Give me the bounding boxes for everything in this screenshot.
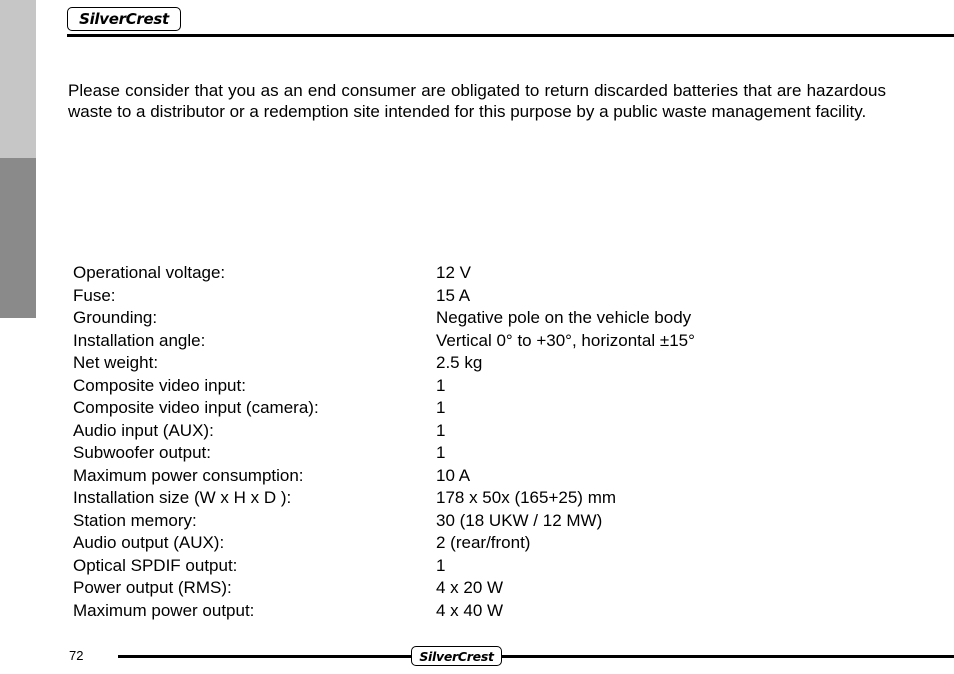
spec-row [73,532,833,555]
brand-logo-header: SilverCrest [67,7,181,31]
spec-row [73,330,833,353]
spec-value: 12 V [436,263,471,282]
spec-value: 2 (rear/front) [436,533,531,552]
spec-value: 178 x 50x (165+25) mm [436,488,617,507]
spec-row [73,555,833,578]
spec-value: 4 x 20 W [436,578,504,597]
spec-label: Optical SPDIF output: [73,555,238,575]
spec-value: 10 A [436,465,471,485]
spec-row [73,352,833,375]
spec-row [73,285,833,308]
specifications-table [73,262,833,622]
spec-value: 2.5 kg [436,353,483,372]
spec-row [73,510,833,533]
spec-label: Maximum power output: [73,600,255,620]
spec-label: Maximum power consumption: [73,465,304,485]
spec-label: Audio input (AUX): [73,420,214,440]
spec-label: Audio output (AUX): [73,533,225,552]
spec-value: 1 [436,375,446,395]
spec-row [73,420,833,443]
brand-logo-footer: SilverCrest [411,646,502,666]
spec-value: Negative pole on the vehicle body [436,308,692,327]
spec-label: Power output (RMS): [73,578,232,597]
spec-row [73,600,833,623]
spec-value: Vertical 0° to +30°, horizontal ±15° [436,330,695,350]
page-number: 72 [69,648,84,663]
spec-row [73,307,833,330]
spec-label: Operational voltage: [73,263,226,282]
spec-label: Composite video input (camera): [73,398,319,417]
spec-value: 1 [436,398,446,417]
side-tab-dark [0,158,36,318]
spec-value: 4 x 40 W [436,600,504,620]
spec-label: Fuse: [73,285,116,305]
spec-row [73,397,833,420]
spec-value: 15 A [436,285,471,305]
spec-row [73,465,833,488]
spec-value: 1 [436,555,446,575]
spec-value: 1 [436,443,446,462]
spec-row [73,487,833,510]
spec-label: Subwoofer output: [73,443,211,462]
footer-rule [118,655,954,658]
spec-label: Grounding: [73,308,158,327]
spec-label: Station memory: [73,510,197,530]
spec-label: Installation size (W x H x D ): [73,488,292,507]
spec-row [73,375,833,398]
spec-label: Composite video input: [73,375,246,395]
header-rule [67,34,954,37]
spec-label: Net weight: [73,353,159,372]
side-tab-light [0,0,36,158]
spec-value: 30 (18 UKW / 12 MW) [436,510,603,530]
spec-row [73,577,833,600]
spec-value: 1 [436,420,446,440]
spec-label: Installation angle: [73,330,206,350]
spec-row [73,262,833,285]
battery-disposal-notice: Please consider that you as an end consumer are obligated to return discarded batteries that are hazardous waste to a distributor or a redemption site intended for this purpose by a public waste management facility. [68,81,886,121]
spec-row [73,442,833,465]
